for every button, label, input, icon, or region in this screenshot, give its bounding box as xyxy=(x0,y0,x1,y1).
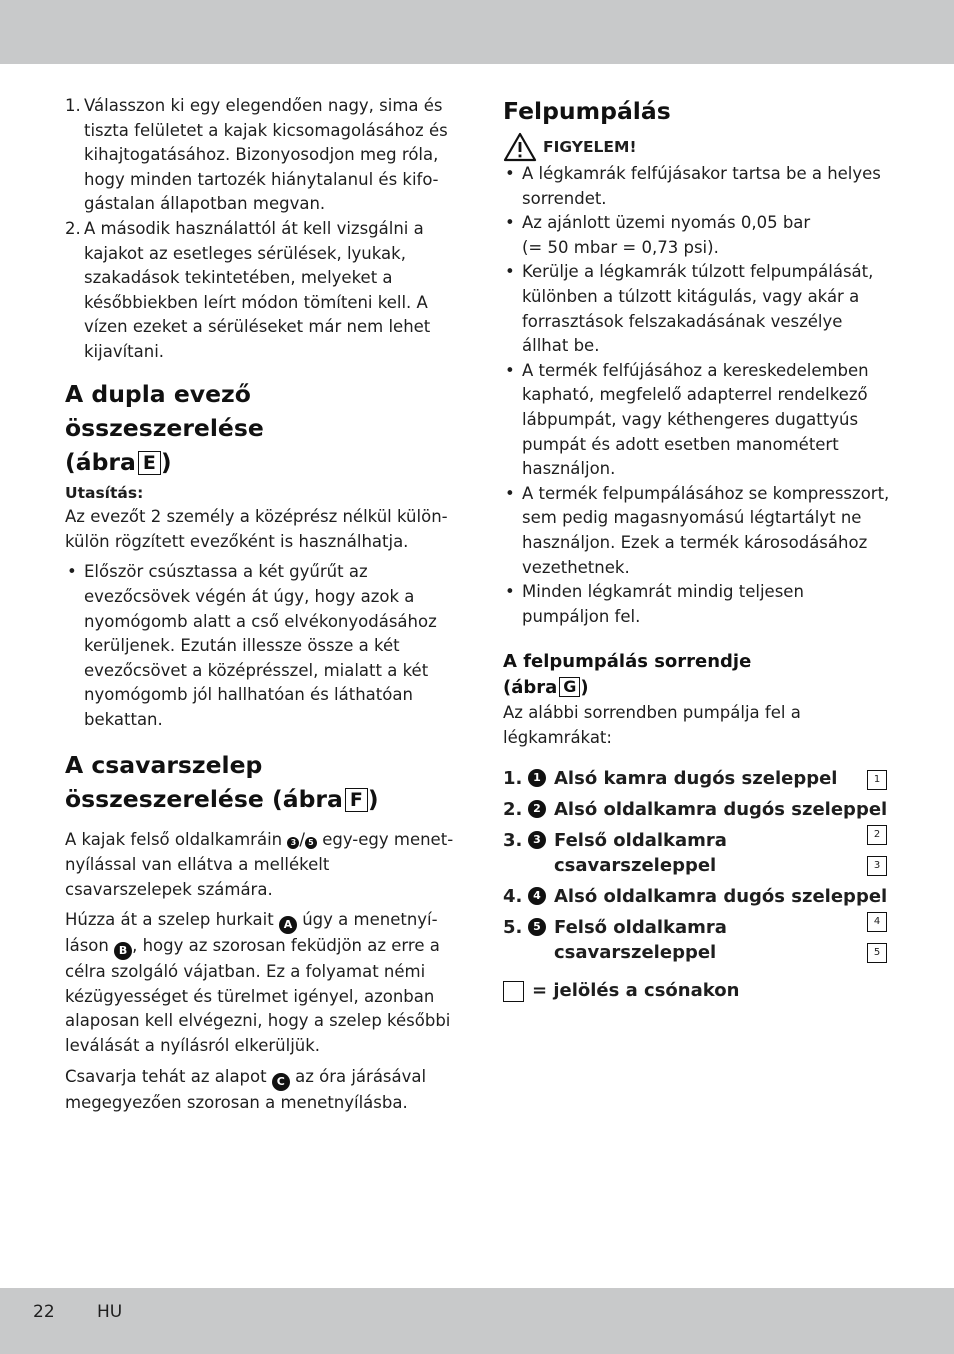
step-text: Alsó oldalkamra dugós szeleppel xyxy=(554,886,888,908)
step-number: 4. xyxy=(503,886,523,908)
bullet-text: Az ajánlott üzemi nyomás 0,05 bar (= 50 mbar = 0,73 psi). xyxy=(522,213,811,257)
item-text: A második használattól át kell vizsgálni a kajakot az esetleges sérülések, lyukak, szakadások tekintetében, melyeket a későbbiekben leírt módon tömíteni kell. A vízen ezeket a sérüléseket már nem lehet kijavítani. xyxy=(84,218,431,361)
step-5 xyxy=(503,915,888,965)
left-column xyxy=(65,94,455,1115)
step-text: Felső oldalkamra csavarszeleppel xyxy=(554,830,727,877)
number-3-icon: 3 xyxy=(287,837,299,849)
paragraph-2 xyxy=(65,908,455,1058)
numbered-item-1 xyxy=(65,94,455,217)
step-text: Alsó oldalkamra dugós szeleppel xyxy=(554,799,888,821)
section-title-paddle xyxy=(65,377,455,479)
page-number: 22 xyxy=(33,1302,55,1322)
text: az óra járásával megegyezően szorosan a menetnyílásba. xyxy=(65,1066,427,1112)
figure-ref-box: E xyxy=(138,451,161,475)
title-line-1: A csavarszelep xyxy=(65,751,263,780)
list-item xyxy=(503,482,893,580)
note-label: Utasítás: xyxy=(65,483,144,502)
warning-row xyxy=(503,132,893,162)
chamber-3-icon: 3 xyxy=(528,831,546,849)
step-1 xyxy=(503,766,888,791)
boat-marking-tag: 2 xyxy=(867,825,887,845)
list-item xyxy=(503,162,893,211)
legend-text: = jelölés a csónakon xyxy=(532,980,740,1002)
footer-bar xyxy=(0,1288,954,1354)
language-code: HU xyxy=(97,1302,123,1322)
note-text: Az evezőt 2 személy a középrész nélkül külön-külön rögzített evezőként is használhatja. xyxy=(65,507,448,551)
paragraph-1 xyxy=(65,828,455,902)
text: Csavarja tehát az alapot xyxy=(65,1066,267,1086)
title-close: ) xyxy=(367,785,379,814)
text: A kajak felső oldalkamráin xyxy=(65,830,283,850)
bullet-text: A termék felpumpálásához se kompresszort, sem pedig magasnyomású légtartályt ne használjon. Ezek a termék károsodásához vezethetnek. xyxy=(522,483,890,577)
item-number: 1. xyxy=(65,96,81,115)
title-close: ) xyxy=(160,447,172,476)
text: , hogy az szorosan feküdjön az erre a célra szolgáló vájatban. Ez a folyamat némi kézügyességet és türelmet igényel, azonban alaposan kell elvégezni, hogy a szelep későbbi leválását a nyílásról elkerüljük. xyxy=(65,936,451,1056)
marking-box-icon xyxy=(503,981,524,1002)
chamber-5-icon: 5 xyxy=(528,918,546,936)
title-line-2: (ábra xyxy=(503,677,558,699)
list-item xyxy=(503,260,893,358)
boat-marking-tag: 3 xyxy=(867,856,887,876)
title-line-1: A dupla evező összeszerelése xyxy=(65,379,264,442)
boat-marking-tag: 4 xyxy=(867,912,887,932)
step-text: Alsó kamra dugós szeleppel xyxy=(554,768,838,790)
header-bar xyxy=(0,0,954,64)
item-text: Válasszon ki egy elegendően nagy, sima és tiszta felületet a kajak kicsomagolásához és kihajtogatásához. Bizonyosodjon meg róla, hogy minden tartozék hiánytalanul és kifogástalan állapotban megvan. xyxy=(84,96,448,214)
text: úgy a menetnyíláson xyxy=(65,910,438,956)
text: egy-egy menetnyílással van ellátva a mellékelt csavarszelepek számára. xyxy=(65,830,454,899)
step-4 xyxy=(503,884,888,928)
figure-ref-box: G xyxy=(559,677,580,697)
figure-ref-box: F xyxy=(345,788,368,812)
letter-c-icon: C xyxy=(272,1073,290,1091)
warning-label: FIGYELEM! xyxy=(543,137,637,156)
section-title-valve xyxy=(65,748,455,816)
bullet-text: Minden légkamrát mindig teljesen pumpáljon fel. xyxy=(522,582,804,626)
step-number: 3. xyxy=(503,830,523,852)
right-column xyxy=(503,94,893,1004)
text: Húzza át a szelep hurkait xyxy=(65,910,274,930)
list-item xyxy=(65,560,455,732)
title-line-2: összeszerelése (ábra xyxy=(65,785,343,814)
boat-marking-tag: 5 xyxy=(867,943,887,963)
list-item xyxy=(503,359,893,482)
step-number: 5. xyxy=(503,917,523,939)
order-intro: Az alábbi sorrendben pumpálja fel a légkamrákat: xyxy=(503,703,801,747)
number-5-icon: 5 xyxy=(305,837,317,849)
warning-icon xyxy=(503,132,537,162)
step-text: Felső oldalkamra csavarszeleppel xyxy=(554,917,727,964)
bullet-text: Először csúsztassa a két gyűrűt az evezőcsövek végén át úgy, hogy azok a nyomógomb alatt a cső elvékonyodásához kerüljenek. Ezután illessze össze a két evezőcsövet a középrésszel, mialatt a két nyomógomb jól hallhatóan és láthatóan bekattan. xyxy=(84,562,437,729)
list-item xyxy=(503,211,893,260)
item-number: 2. xyxy=(65,218,81,238)
marking-legend xyxy=(503,979,893,1004)
bullet-text: A légkamrák felfújásakor tartsa be a helyes sorrendet. xyxy=(522,164,881,208)
title-line-2: (ábra xyxy=(65,447,136,476)
bullet-text: A termék felfújásához a kereskedelemben kapható, megfelelő adapterrel rendelkező lábpumpát, vagy kéthengeres dugattyús pumpát és adott esetben manométert használjon. xyxy=(522,360,869,479)
paragraph-3 xyxy=(65,1065,455,1116)
title-close: ) xyxy=(580,677,589,699)
numbered-item-2 xyxy=(65,217,455,365)
chamber-1-icon: 1 xyxy=(528,769,546,787)
boat-marking-tag: 1 xyxy=(867,770,887,790)
section-title-inflation: Felpumpálás xyxy=(503,97,671,125)
separator: / xyxy=(299,830,305,850)
step-number: 2. xyxy=(503,799,523,821)
chamber-2-icon: 2 xyxy=(528,800,546,818)
step-2 xyxy=(503,797,888,841)
subsection-title-order xyxy=(503,649,893,701)
title-line-1: A felpumpálás sorrendje xyxy=(503,651,752,673)
list-item xyxy=(503,580,893,629)
letter-a-icon: A xyxy=(279,916,297,934)
chamber-4-icon: 4 xyxy=(528,887,546,905)
bullet-text: Kerülje a légkamrák túlzott felpumpálását, különben a túlzott kitágulás, vagy akár a forrasztások felszakadásának veszélye állhat be. xyxy=(522,262,874,356)
step-number: 1. xyxy=(503,768,523,790)
letter-b-icon: B xyxy=(114,942,132,960)
step-3 xyxy=(503,828,888,878)
inflation-steps xyxy=(503,766,893,965)
